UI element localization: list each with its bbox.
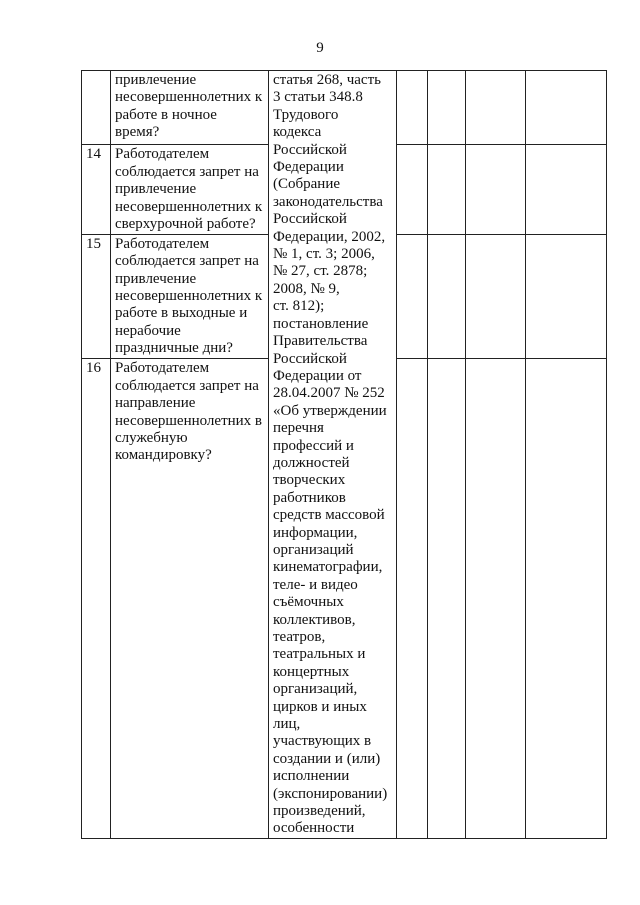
- question-text: Работодателем соблюдается запрет на направление несовершеннолетних в служебную командировку?: [111, 359, 269, 839]
- answer-cell-na: [466, 234, 526, 358]
- checklist-table: [81, 70, 607, 839]
- answer-cell-na: [466, 71, 526, 145]
- answer-cell-yes: [397, 71, 428, 145]
- answer-cell-no: [428, 234, 466, 358]
- answer-cell-note: [526, 71, 607, 145]
- legal-reference: статья 268, часть 3 статьи 348.8 Трудового кодекса Российской Федерации (Собрание законодательства Российской Федерации, 2002, № 1, ст. 3; 2006, № 27, ст. 2878; 2008, № 9, ст. 812); постановление Правительства Российской Федерации от 28.04.2007 № 252 «Об утверждении перечня профессий и должностей творческих работников средств массовой информации, организаций кинематографии, теле- и видео съёмочных коллективов, театров, театральных и концертных организаций, цирков и иных лиц, участвующих в создании и (или) исполнении (экспонировании) произведений, особенности: [269, 71, 397, 839]
- answer-cell-no: [428, 71, 466, 145]
- page-number: 9: [316, 40, 324, 56]
- table-row: [82, 71, 607, 145]
- answer-cell-yes: [397, 145, 428, 234]
- row-number: 15: [82, 234, 111, 358]
- row-number: 14: [82, 145, 111, 234]
- answer-cell-na: [466, 359, 526, 839]
- answer-cell-na: [466, 145, 526, 234]
- answer-cell-note: [526, 359, 607, 839]
- answer-cell-yes: [397, 359, 428, 839]
- question-text: привлечение несовершеннолетних к работе в ночное время?: [111, 71, 269, 145]
- question-text: Работодателем соблюдается запрет на привлечение несовершеннолетних к сверхурочной работе?: [111, 145, 269, 234]
- answer-cell-no: [428, 145, 466, 234]
- row-number: 16: [82, 359, 111, 839]
- answer-cell-no: [428, 359, 466, 839]
- answer-cell-note: [526, 234, 607, 358]
- answer-cell-note: [526, 145, 607, 234]
- row-number: [82, 71, 111, 145]
- question-text: Работодателем соблюдается запрет на привлечение несовершеннолетних к работе в выходные и нерабочие праздничные дни?: [111, 234, 269, 358]
- answer-cell-yes: [397, 234, 428, 358]
